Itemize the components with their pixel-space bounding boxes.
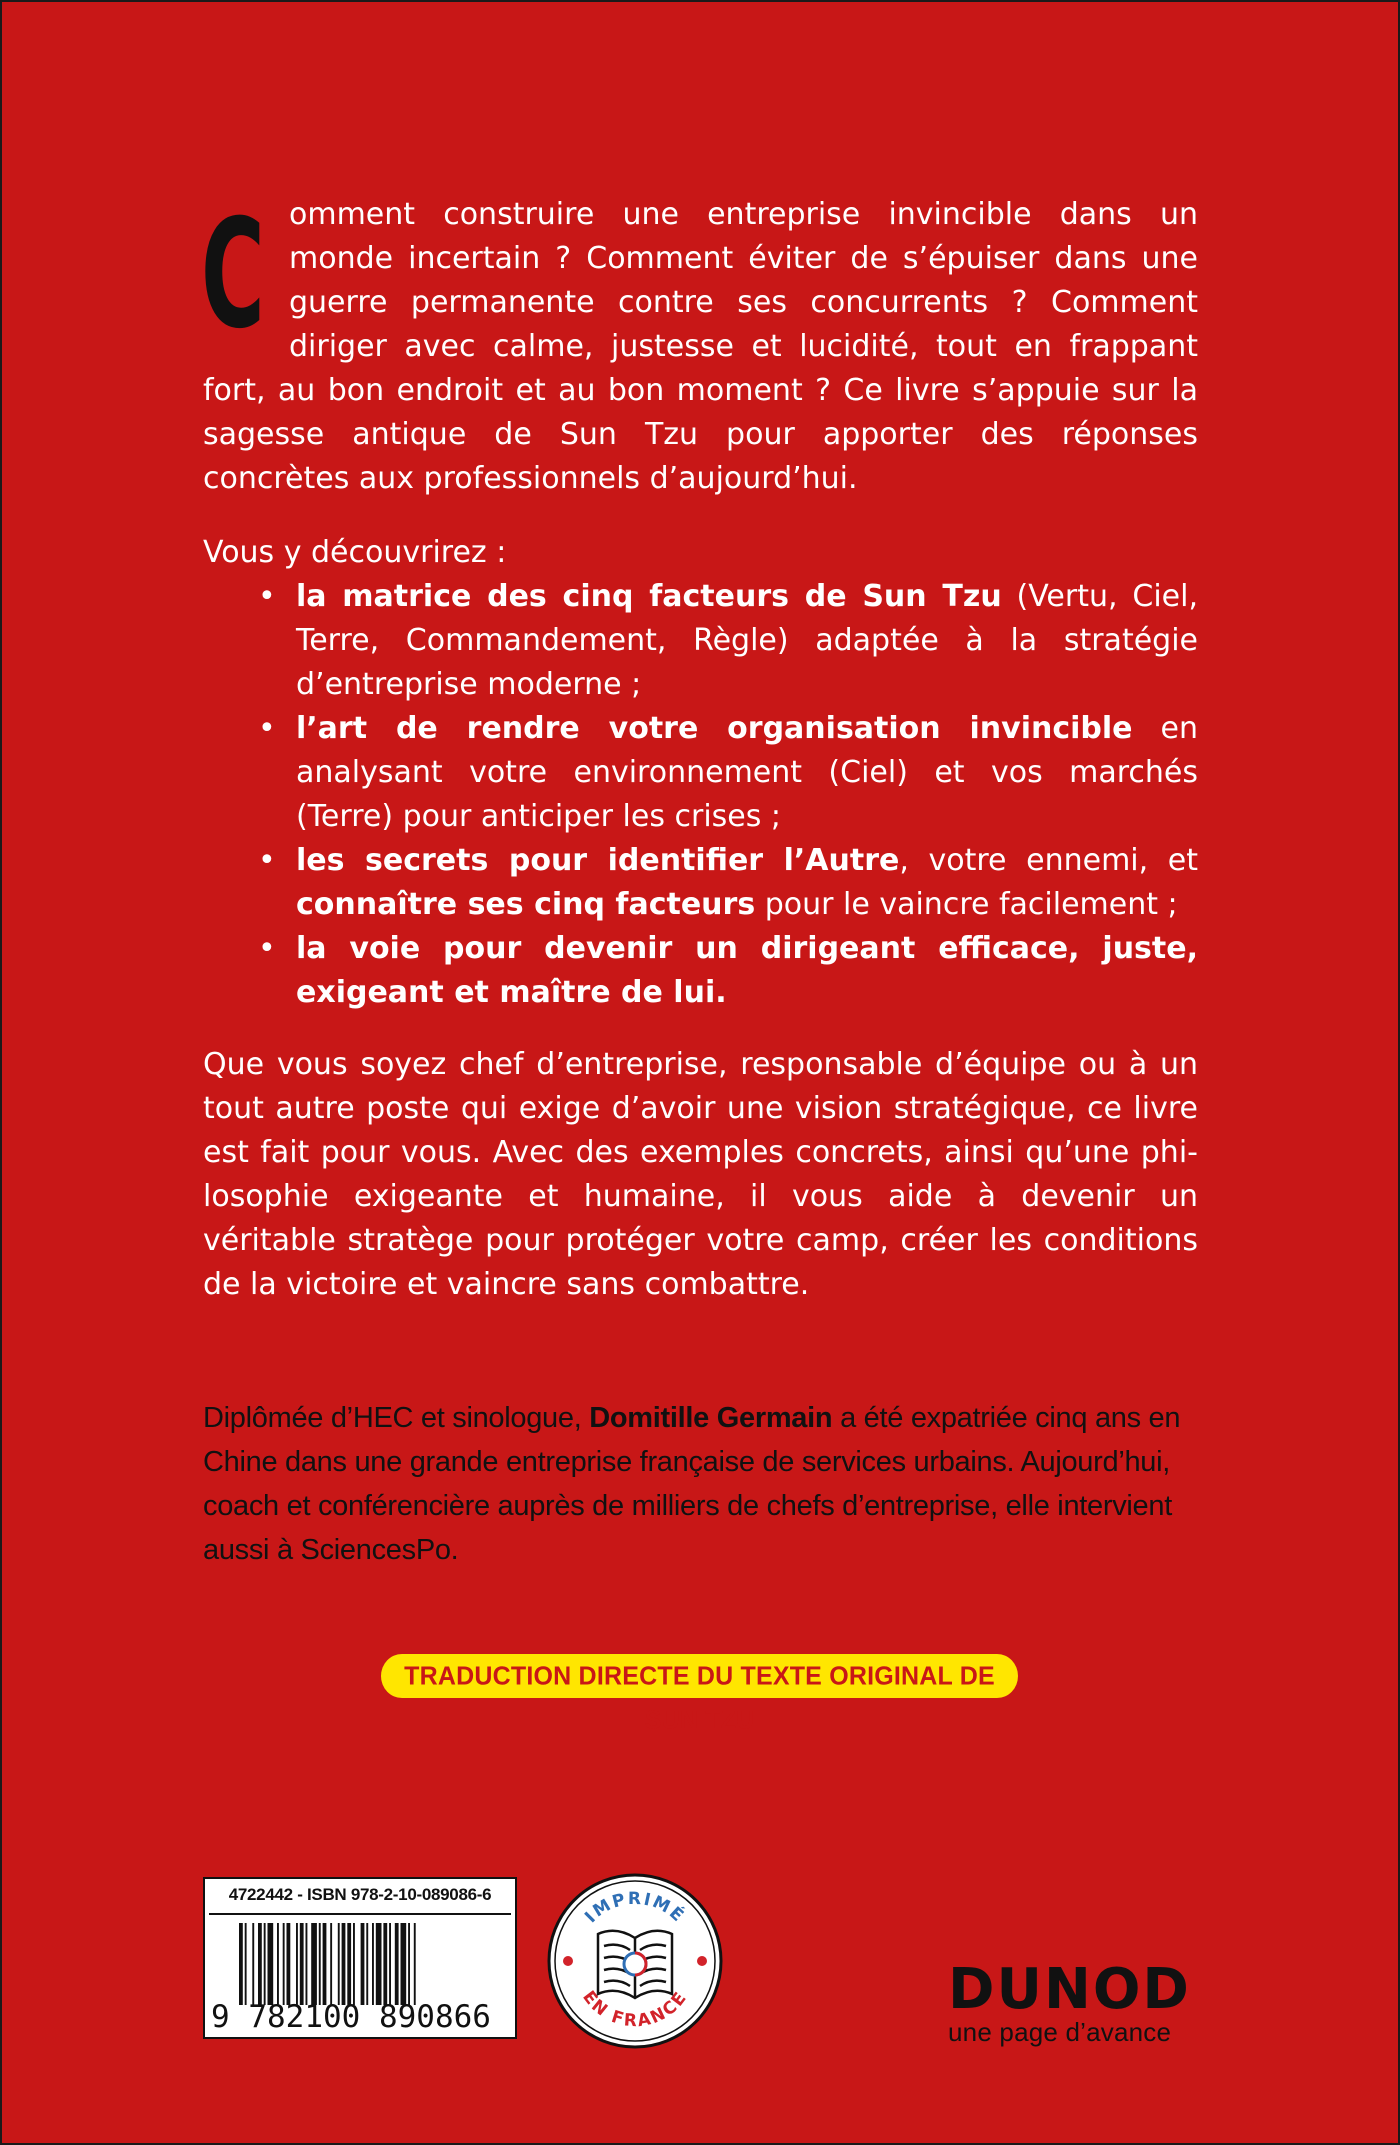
barcode-digits: 9 782100 890866 xyxy=(211,1999,491,2035)
feature-list xyxy=(203,575,1198,1015)
author-bio xyxy=(203,1396,1198,1572)
bullet-icon: • xyxy=(258,931,276,966)
list-item xyxy=(203,839,1198,927)
publisher-logo xyxy=(948,1957,1191,2047)
publisher-tagline: une page d’avance xyxy=(948,2017,1172,2047)
list-lead: Vous y découvrirez : xyxy=(203,535,507,570)
imprime-en-france-seal xyxy=(546,1872,724,2050)
list-item-text: pour le vaincre facilement ; xyxy=(755,887,1178,922)
list-item xyxy=(203,575,1198,707)
closing-paragraph: Que vous soyez chef d’entreprise, responsable d’équipe ou à un tout autre poste qui exige d’avoir une vision stratégique, ce livre est fait pour vous. Avec des exemples concrets, ainsi qu’une philosophie exigeante et humaine, il vous aide à devenir un véritable stratège pour protéger votre camp, créer les conditions de la victoire et vaincre sans combattre. xyxy=(203,1047,1198,1302)
seal-bottom-text: EN FRANCE xyxy=(578,1987,692,2032)
publisher-name: DUNOD xyxy=(948,1957,1191,2022)
list-item-bold: la voie pour devenir un dirigeant efficace, juste, exigeant et maître de lui. xyxy=(296,931,1198,1010)
isbn-barcode xyxy=(203,1877,517,2039)
list-item-text: (Vertu, Ciel, Terre, Commandement, Règle) adaptée à la stratégie d’entreprise moderne ; xyxy=(296,579,1199,702)
bullet-icon: • xyxy=(258,579,276,614)
bullet-icon: • xyxy=(258,843,276,878)
isbn-divider xyxy=(209,1913,511,1915)
bio-text: Diplômée d’HEC et sinologue, xyxy=(203,1402,590,1434)
list-item-bold: connaître ses cinq facteurs xyxy=(296,887,756,922)
bio-text: a été expatriée cinq ans en Chine dans une grande entreprise française de services urbains. Aujourd’hui, coach et conférencière auprès de milliers de chefs d’entreprise, elle intervient aussi à SciencesPo. xyxy=(203,1402,1181,1566)
bullet-icon: • xyxy=(258,711,276,746)
isbn-number: 4722442 - ISBN 978-2-10-089086-6 xyxy=(228,1885,492,1904)
intro-paragraph xyxy=(201,188,1198,501)
author-name: Domitille Germain xyxy=(589,1402,833,1434)
list-item xyxy=(203,927,1198,1015)
list-item-bold: les secrets pour identifier l’Autre xyxy=(296,843,900,878)
seal-top-text: IMPRIMÉ xyxy=(581,1888,689,1928)
list-item-text: en analysant votre environnement (Ciel) et vos marchés (Terre) pour anticiper les crises ; xyxy=(296,711,1198,834)
list-item-text: , votre ennemi, et xyxy=(899,843,1199,878)
drop-cap: C xyxy=(201,188,265,362)
list-item xyxy=(203,707,1198,839)
translation-banner: TRADUCTION DIRECTE DU TEXTE ORIGINAL DE SUN TZU xyxy=(381,1654,1018,1698)
list-item-bold: l’art de rendre votre organisation invincible xyxy=(296,711,1133,746)
intro-text: omment construire une entreprise invincible dans un monde incertain ? Comment éviter de s’épuiser dans une guerre permanente contre ses concurrents ? Comment diriger avec calme, justesse et lucidité, tout en frappant fort, au bon endroit et au bon moment ? Ce livre s’appuie sur la sagesse antique de Sun Tzu pour apporter des réponses concrètes aux professionnels d’aujourd’hui. xyxy=(203,197,1198,496)
barcode-bars xyxy=(239,1923,501,2005)
list-item-bold: la matrice des cinq facteurs de Sun Tzu xyxy=(296,579,1002,614)
